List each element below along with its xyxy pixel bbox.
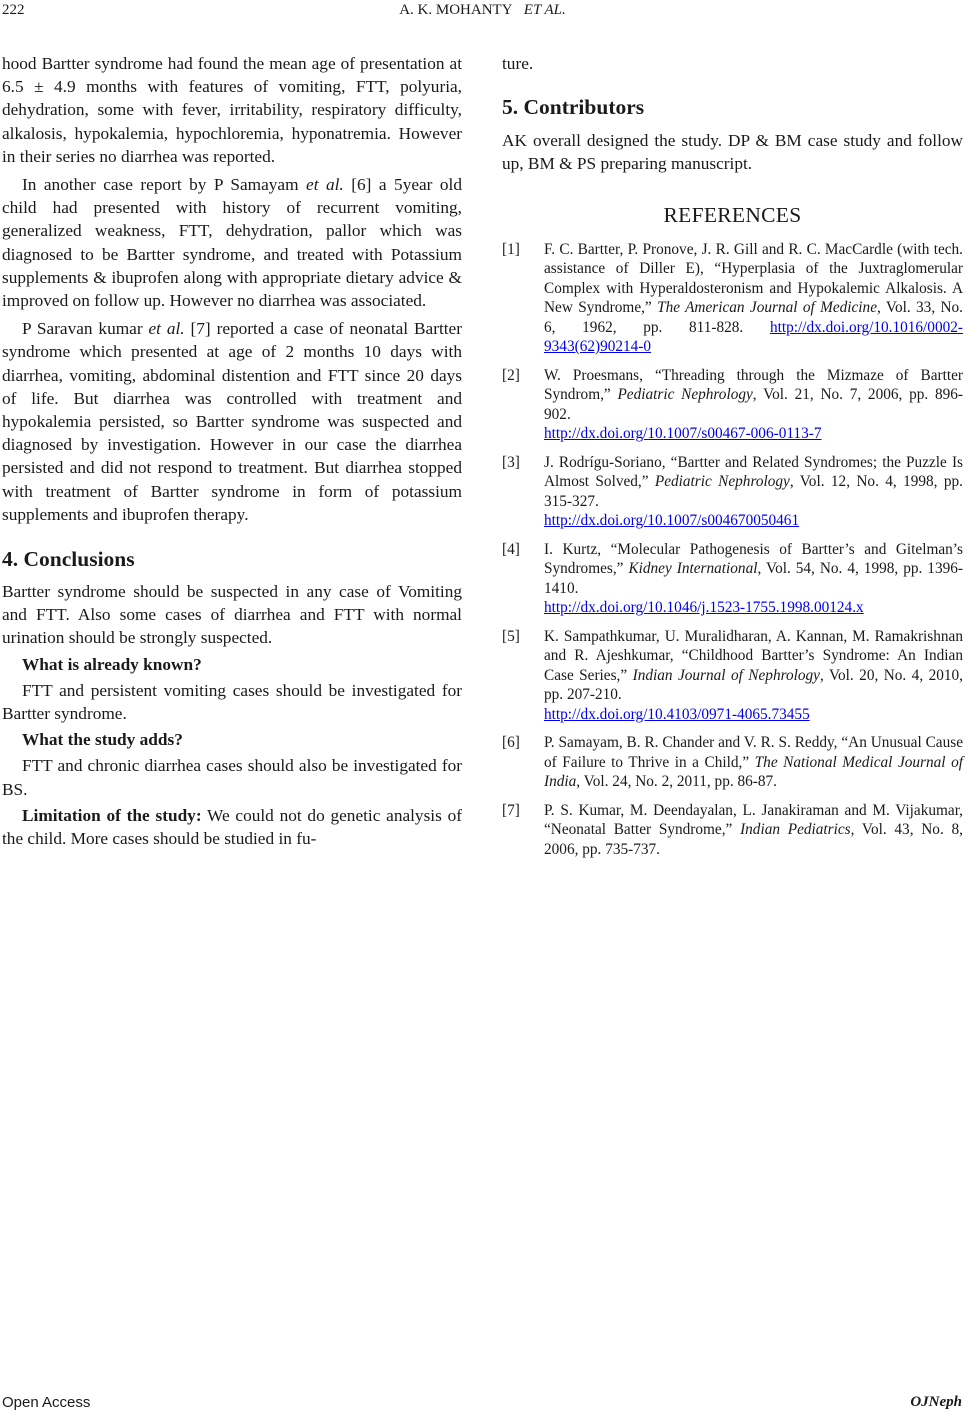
- reference-body: [544, 627, 963, 725]
- reference-details: , Vol. 54, No. 4, 1998, pp. 1396-1410.: [544, 560, 963, 597]
- reference-number: [7]: [502, 801, 520, 819]
- open-access-label: Open Access: [2, 1394, 91, 1411]
- reference-details: , Vol. 24, No. 2, 2011, pp. 86-87.: [576, 773, 778, 791]
- reference-doi-link[interactable]: http://dx.doi.org/10.4103/0971-4065.73455: [544, 705, 810, 723]
- reference-item: [502, 240, 963, 357]
- adds-heading-label: What the study adds?: [22, 730, 183, 750]
- reference-body: [544, 733, 963, 792]
- page-header: [0, 0, 965, 30]
- reference-doi-link[interactable]: http://dx.doi.org/10.1016/0002-9343(62)90214-0: [544, 318, 963, 356]
- known-text: FTT and persistent vomiting cases should be investigated for Bartter syndrome.: [2, 680, 462, 724]
- reference-doi-link[interactable]: http://dx.doi.org/10.1046/j.1523-1755.1998.00124.x: [544, 599, 864, 617]
- reference-number: [6]: [502, 734, 520, 752]
- paragraph-text: [7] reported a case of neonatal Bartter syndrome which presented at age of 2 months 10 days with diarrhea, vomiting, abdominal distention and FTT since 20 days of life. But diarrhea was controlled with treatment and hypokalemia persisted, so Bartter syndrome was suspected and diagnosed by investigation. However in our case the diarrhea persisted and did not respond to treatment. But diarrhea stopped with treatment of Bartter syndrome in form of potassium supplements and ibuprofen therapy.: [2, 319, 462, 524]
- reference-journal: The National Medical Journal of India: [544, 753, 963, 791]
- contributors-text: AK overall designed the study. DP & BM case study and follow up, BM & PS preparing manuscript.: [502, 131, 963, 174]
- reference-item: [502, 453, 963, 531]
- paragraph-text: P Saravan kumar: [22, 319, 149, 339]
- conclusions-text: Bartter syndrome should be suspected in any case of Vomiting and FTT. Also some cases of diarrhea and FTT with normal urination should be strongly suspected.: [2, 582, 462, 648]
- reference-text: W. Proesmans, “Threading through the Mizmaze of Bartter Syndrom,”: [544, 366, 963, 404]
- reference-text: P. S. Kumar, M. Deendayalan, L. Janakiraman and M. Vijakumar, “Neonatal Batter Syndrome,”: [544, 801, 963, 839]
- paragraph-saravan: [2, 317, 462, 526]
- page-number: 222: [2, 2, 25, 18]
- reference-number: [4]: [502, 540, 520, 558]
- reference-item: [502, 366, 963, 444]
- reference-text: J. Rodrígu-Soriano, “Bartter and Related Syndromes; the Puzzle Is Almost Solved,”: [544, 453, 963, 491]
- reference-details: , Vol. 21, No. 7, 2006, pp. 896-902.: [544, 386, 963, 423]
- etal-text: et al.: [306, 175, 344, 195]
- reference-journal: Indian Journal of Nephrology: [632, 666, 820, 684]
- contributors-heading: 5. Contributors: [502, 95, 645, 120]
- reference-details: , Vol. 43, No. 8, 2006, pp. 735-737.: [544, 821, 963, 858]
- reference-body: [544, 453, 963, 531]
- reference-journal: Pediatric Nephrology: [654, 473, 790, 491]
- reference-text: K. Sampathkumar, U. Muralidharan, A. Kannan, M. Ramakrishnan and R. Ajeshkumar, “Childhood Bartter’s Syndrome: An Indian Case Series,”: [544, 627, 963, 684]
- page-footer: [0, 1394, 965, 1414]
- conclusions-heading: 4. Conclusions: [2, 547, 135, 572]
- reference-body: [544, 240, 963, 357]
- adds-heading: [2, 728, 462, 751]
- reference-item: [502, 801, 963, 860]
- paragraph-samayam: [2, 173, 462, 312]
- reference-text: F. C. Bartter, P. Pronove, J. R. Gill and R. C. MacCardle (with tech. assistance of Diller E), “Hyperplasia of the Juxtraglomerular Complex with Hyperaldosteronism and Hypokalemic Alkalosis. A New Syndrome,”: [544, 240, 963, 317]
- reference-journal: Indian Pediatrics: [740, 821, 851, 839]
- reference-doi-link[interactable]: http://dx.doi.org/10.1007/s004670050461: [544, 512, 800, 530]
- reference-number: [1]: [502, 240, 520, 258]
- running-head: [0, 2, 965, 19]
- reference-item: [502, 627, 963, 725]
- paragraph-continuation-end: ture.: [502, 54, 534, 73]
- reference-body: [544, 540, 963, 618]
- reference-details: , Vol. 33, No. 6, 1962, pp. 811-828.: [544, 299, 964, 336]
- references-heading: REFERENCES: [663, 202, 802, 227]
- limitation-label: Limitation of the study:: [22, 805, 202, 825]
- reference-doi-link[interactable]: http://dx.doi.org/10.1007/s00467-006-0113-7: [544, 425, 822, 443]
- reference-number: [3]: [502, 453, 520, 471]
- reference-item: [502, 733, 963, 792]
- etal-text: et al.: [148, 319, 185, 339]
- paragraph-text: [6] a 5year old child had presented with history of recurrent vomiting, generalized weakness, FTT, dehydration, pallor which was diagnosed to be Bartter syndrome, and treated with Potassium supplements & ibuprofen along with appropriate dietary advice & improved on follow up. However no diarrhea was associated.: [2, 175, 462, 311]
- known-heading-label: What is already known?: [22, 654, 202, 674]
- left-column: [2, 52, 462, 850]
- reference-journal: Pediatric Nephrology: [617, 386, 753, 404]
- running-head-etal: ET AL.: [523, 2, 566, 18]
- reference-text: P. Samayam, B. R. Chander and V. R. S. Reddy, “An Unusual Cause of Failure to Thrive in a Child,”: [544, 734, 963, 771]
- reference-number: [5]: [502, 627, 520, 645]
- known-heading: [2, 653, 462, 676]
- reference-item: [502, 540, 963, 618]
- journal-abbrev: OJNeph: [910, 1394, 962, 1410]
- paragraph-continuation: hood Bartter syndrome had found the mean age of presentation at 6.5 ± 4.9 months with features of vomiting, FTT, polyuria, dehydration, some with fever, irritability, respiratory difficulty, alkalosis, hypokalemia, hypochloremia, hyponatremia. However in their series no diarrhea was reported.: [2, 54, 462, 166]
- references-list: [502, 240, 963, 860]
- reference-journal: Kidney International: [628, 560, 758, 578]
- running-head-authors: A. K. MOHANTY: [399, 2, 513, 18]
- reference-text: I. Kurtz, “Molecular Pathogenesis of Bartter’s and Gitelman’s Syndromes,”: [544, 540, 963, 578]
- reference-body: [544, 366, 963, 444]
- limitation-text: We could not do genetic analysis of the child. More cases should be studied in fu-: [2, 805, 462, 849]
- reference-details: , Vol. 12, No. 4, 1998, pp. 315-327.: [544, 473, 963, 510]
- right-column: [502, 52, 963, 859]
- limitation-paragraph: [2, 804, 462, 850]
- paragraph-text: In another case report by P Samayam: [22, 175, 307, 195]
- reference-number: [2]: [502, 366, 520, 384]
- reference-body: [544, 801, 963, 860]
- reference-details: , Vol. 20, No. 4, 2010, pp. 207-210.: [544, 666, 963, 704]
- adds-text: FTT and chronic diarrhea cases should also be investigated for BS.: [2, 756, 462, 799]
- reference-journal: The American Journal of Medicine: [657, 299, 877, 317]
